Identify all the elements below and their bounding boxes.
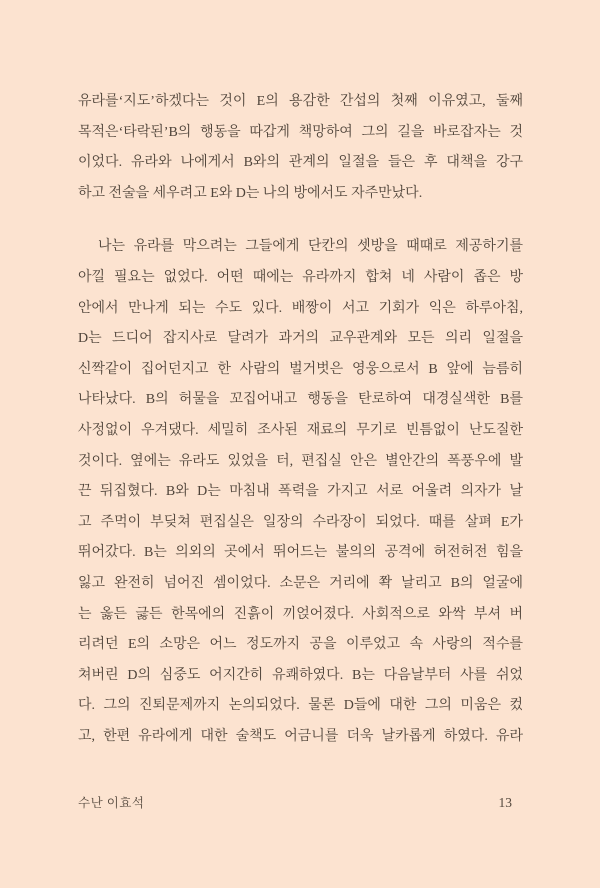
text-line: 나는 유라를 막으려는 그들에게 단칸의 셋방을 때때로 제공하기를 <box>98 239 523 255</box>
text-line: 뛰어갔다. B는 의외의 곳에서 뛰어드는 불의의 공격에 허전허전 힘을 <box>78 545 523 561</box>
text-line: 이었다. 유라와 나에게서 B와의 관계의 일절을 들은 후 대책을 강구 <box>78 155 523 171</box>
text-line: 하고 전술을 세우려고 E와 D는 나의 방에서도 자주만났다. <box>78 185 423 201</box>
text-line: 다. 그의 진퇴문제까지 논의되었다. 물론 D들에 대한 그의 미움은 컸 <box>78 698 523 714</box>
text-line: 리려던 E의 소망은 어느 정도까지 공을 이루었고 속 사랑의 적수를 <box>78 637 523 653</box>
text-line: 는 옳든 긇든 한목에의 진흙이 끼얹어졌다. 사회적으로 와싹 부셔 버 <box>78 606 523 622</box>
page-footer <box>78 793 512 811</box>
text-line: 고 주먹이 부딪쳐 편집실은 일장의 수라장이 되었다. 때를 살펴 E가 <box>78 514 523 530</box>
text-line: 안에서 만나게 되는 수도 있다. 배짱이 서고 기회가 익은 하루아침, <box>78 300 523 316</box>
text-line: 아낄 필요는 없었다. 어떤 때에는 유라까지 합쳐 네 사람이 좁은 방 <box>78 269 523 285</box>
text-line: 사정없이 우겨댔다. 세밀히 조사된 재료의 무기로 빈틈없이 난도질한 <box>78 422 523 438</box>
text-line: 쳐버린 D의 심중도 어지간히 유쾌하였다. B는 다음날부터 사를 쉬었 <box>78 667 523 683</box>
text-line: D는 드디어 잡지사로 달려가 과거의 교우관계와 모든 의리 일절을 <box>78 331 523 347</box>
text-line: 목적은‘타락된’B의 행동을 따갑게 책망하여 그의 길을 바로잡자는 것 <box>78 124 523 140</box>
text-line: 나타났다. B의 허물을 꼬집어내고 행동을 탄로하여 대경실색한 B를 <box>78 392 523 408</box>
page-text-block <box>78 87 523 752</box>
page-number: 13 <box>498 795 512 810</box>
text-line: 잃고 완전히 넘어진 셈이었다. 소문은 거리에 쫙 날리고 B의 얼굴에 <box>78 575 523 591</box>
text-line: 유라를‘지도’하겠다는 것이 E의 용감한 간섭의 첫째 이유였고, 둘째 <box>78 94 523 109</box>
book-title-author: 수난 이효석 <box>78 796 145 810</box>
text-line: 끈 뒤집혔다. B와 D는 마침내 폭력을 가지고 서로 어울려 의자가 날 <box>78 484 523 500</box>
paragraph <box>78 87 523 209</box>
paragraph <box>78 232 523 752</box>
text-line: 것이다. 옆에는 유라도 있었을 터, 편집실 안은 별안간의 폭풍우에 발 <box>78 453 523 469</box>
text-line: 고, 한편 유라에게 대한 술책도 어금니를 더욱 날카롭게 하였다. 유라 <box>78 728 523 744</box>
text-line: 신짝같이 집어던지고 한 사람의 벌거벗은 영웅으로서 B 앞에 늠름히 <box>78 361 523 377</box>
